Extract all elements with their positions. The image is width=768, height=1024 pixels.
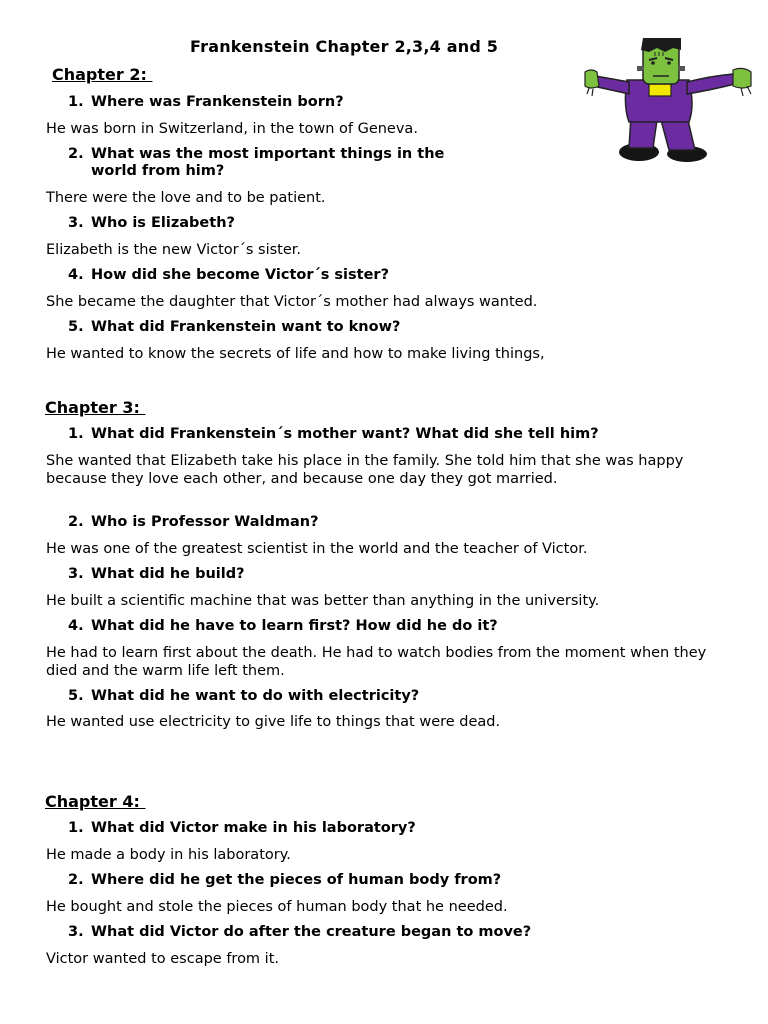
chapter-4-answer-1: He made a body in his laboratory. <box>46 847 291 863</box>
question-number: 1. <box>68 426 84 442</box>
chapter-4-heading: Chapter 4: <box>45 792 146 811</box>
chapter-3-question-5 <box>68 688 419 705</box>
question-number: 2. <box>68 872 84 888</box>
chapter-2-answer-5: He wanted to know the secrets of life and how to make living things, <box>46 346 545 362</box>
question-text: Who is Elizabeth? <box>91 215 235 231</box>
question-number: 1. <box>68 820 84 836</box>
chapter-3-answer-1: She wanted that Elizabeth take his place in the family. She told him that she was happy because they love each other, and because one day they got married. <box>46 453 684 487</box>
chapter-3-answer-2: He was one of the greatest scientist in the world and the teacher of Victor. <box>46 541 588 557</box>
question-number: 2. <box>68 146 84 162</box>
question-number: 2. <box>68 514 84 530</box>
chapter-4-question-3 <box>68 924 531 941</box>
chapter-3-answer-5: He wanted use electricity to give life to things that were dead. <box>46 714 501 730</box>
chapter-3-answer-3: He built a scientific machine that was better than anything in the university. <box>46 593 600 609</box>
frankenstein-monster-illustration-icon <box>583 36 755 164</box>
chapter-2-question-3 <box>68 215 235 232</box>
question-number: 3. <box>68 924 84 940</box>
chapter-3-answer-4: He had to learn first about the death. He had to watch bodies from the moment when they died and the warm life left them. <box>46 645 707 679</box>
chapter-4-question-1 <box>68 820 416 837</box>
question-text: How did she become Victor´s sister? <box>91 267 389 283</box>
question-number: 1. <box>68 94 84 110</box>
question-text: What did Frankenstein want to know? <box>91 319 401 335</box>
chapter-2-answer-3: Elizabeth is the new Victor´s sister. <box>46 242 302 258</box>
chapter-2-question-1 <box>68 94 344 111</box>
question-text: What did he want to do with electricity? <box>91 688 420 704</box>
chapter-2-question-4 <box>68 267 389 284</box>
chapter-4-answer-2: He bought and stole the pieces of human body that he needed. <box>46 899 508 915</box>
chapter-2-answer-4: She became the daughter that Victor´s mother had always wanted. <box>46 294 538 310</box>
chapter-3-question-3 <box>68 566 245 583</box>
chapter-4-question-2 <box>68 872 501 889</box>
question-text: What did Victor make in his laboratory? <box>91 820 416 836</box>
question-number: 5. <box>68 688 84 704</box>
chapter-2-heading: Chapter 2: <box>52 65 153 84</box>
page-title: Frankenstein Chapter 2,3,4 and 5 <box>190 37 499 56</box>
question-text: Where was Frankenstein born? <box>91 94 344 110</box>
chapter-3-question-4 <box>68 618 498 635</box>
question-number: 3. <box>68 215 84 231</box>
question-text: What did Frankenstein´s mother want? What did she tell him? <box>91 426 599 442</box>
chapter-2-question-5 <box>68 319 400 336</box>
question-text: What did Victor do after the creature began to move? <box>91 924 532 940</box>
chapter-3-heading: Chapter 3: <box>45 398 146 417</box>
chapter-4-answer-3: Victor wanted to escape from it. <box>46 951 279 967</box>
question-text: Where did he get the pieces of human body from? <box>91 872 502 888</box>
question-text-line-1: What was the most important things in the <box>91 146 445 162</box>
chapter-2-question-2 <box>68 146 528 180</box>
chapter-2-answer-2: There were the love and to be patient. <box>46 190 326 206</box>
chapter-2-answer-1: He was born in Switzerland, in the town of Geneva. <box>46 121 418 137</box>
chapter-3-question-1 <box>68 426 599 443</box>
question-text-line-2: world from him? <box>91 163 225 179</box>
chapter-3-question-2 <box>68 514 319 531</box>
question-number: 5. <box>68 319 84 335</box>
question-number: 4. <box>68 267 84 283</box>
question-text: What did he have to learn first? How did he do it? <box>91 618 498 634</box>
question-text: Who is Professor Waldman? <box>91 514 319 530</box>
question-number: 3. <box>68 566 84 582</box>
question-number: 4. <box>68 618 84 634</box>
question-text: What did he build? <box>91 566 245 582</box>
